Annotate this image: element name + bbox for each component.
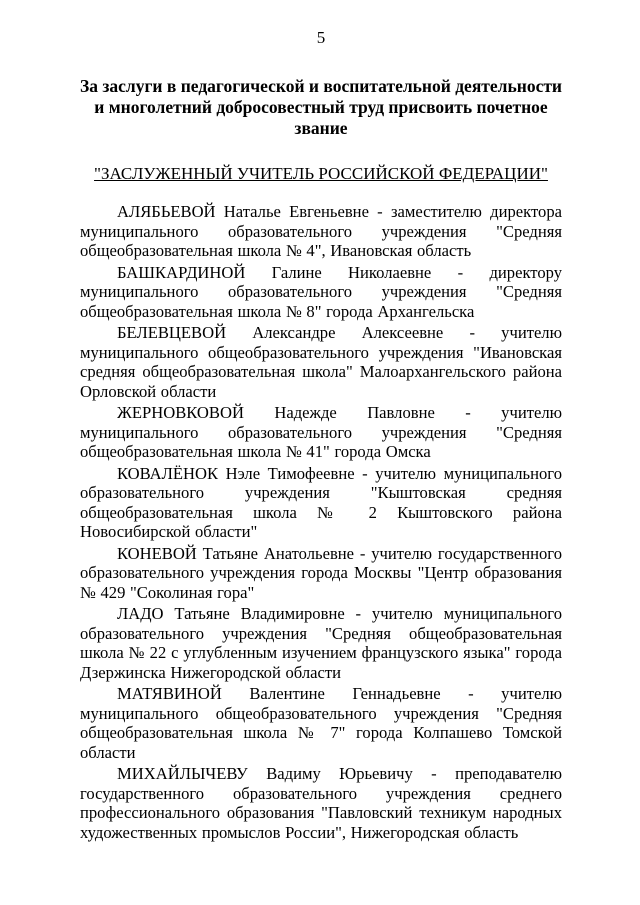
page-number: 5 <box>316 28 326 47</box>
awardee-entry: МИХАЙЛЫЧЕВУ Вадиму Юрьевичу - преподавателю государственного образовательного учреждения среднего профессионального образования "Павловский техникум народных художественных промыслов России", Нижегородская область <box>80 764 562 842</box>
awardee-entry: КОВАЛЁНОК Нэле Тимофеевне - учителю муниципального образовательного учреждения "Кыштовская средняя общеобразовательная школа № 2 Кыштовского района Новосибирской области" <box>80 463 562 541</box>
heading-line-2: и многолетний добросовестный труд присвоить почетное звание <box>94 97 548 138</box>
awardee-entry: МАТЯВИНОЙ Валентине Геннадьевне - учителю муниципального общеобразовательного учреждения "Средняя общеобразовательная школа № 7" города Колпашево Томской области <box>80 684 562 762</box>
honorary-title <box>80 164 562 184</box>
awardee-entry: БАШКАРДИНОЙ Галине Николаевне - директору муниципального образовательного учреждения "Средняя общеобразовательная школа № 8" города Архангельска <box>80 262 562 321</box>
awardee-entry: БЕЛЕВЦЕВОЙ Александре Алексеевне - учителю муниципального общеобразовательного учреждения "Ивановская средняя общеобразовательная школа" Малоархангельского района Орловской области <box>80 323 562 401</box>
awardee-entry: АЛЯБЬЕВОЙ Наталье Евгеньевне - заместителю директора муниципального образовательного учреждения "Средняя общеобразовательная школа № 4", Ивановская область <box>80 202 562 260</box>
awardee-list <box>80 202 562 842</box>
awardee-entry: КОНЕВОЙ Татьяне Анатольевне - учителю государственного образовательного учреждения города Москвы "Центр образования № 429 "Соколиная гора" <box>80 543 562 602</box>
honorary-title-text: "ЗАСЛУЖЕННЫЙ УЧИТЕЛЬ РОССИЙСКОЙ ФЕДЕРАЦИИ" <box>94 164 548 183</box>
awardee-entry: ЖЕРНОВКОВОЙ Надежде Павловне - учителю муниципального образовательного учреждения "Средняя общеобразовательная школа № 41" города Омска <box>80 403 562 461</box>
awardee-entry: ЛАДО Татьяне Владимировне - учителю муниципального образовательного учреждения "Средняя общеобразовательная школа № 22 с углубленным изучением французского языка" города Дзержинска Нижегородской области <box>80 604 562 682</box>
heading-line-1: За заслуги в педагогической и воспитательной деятельности <box>80 76 563 96</box>
heading <box>80 76 562 139</box>
